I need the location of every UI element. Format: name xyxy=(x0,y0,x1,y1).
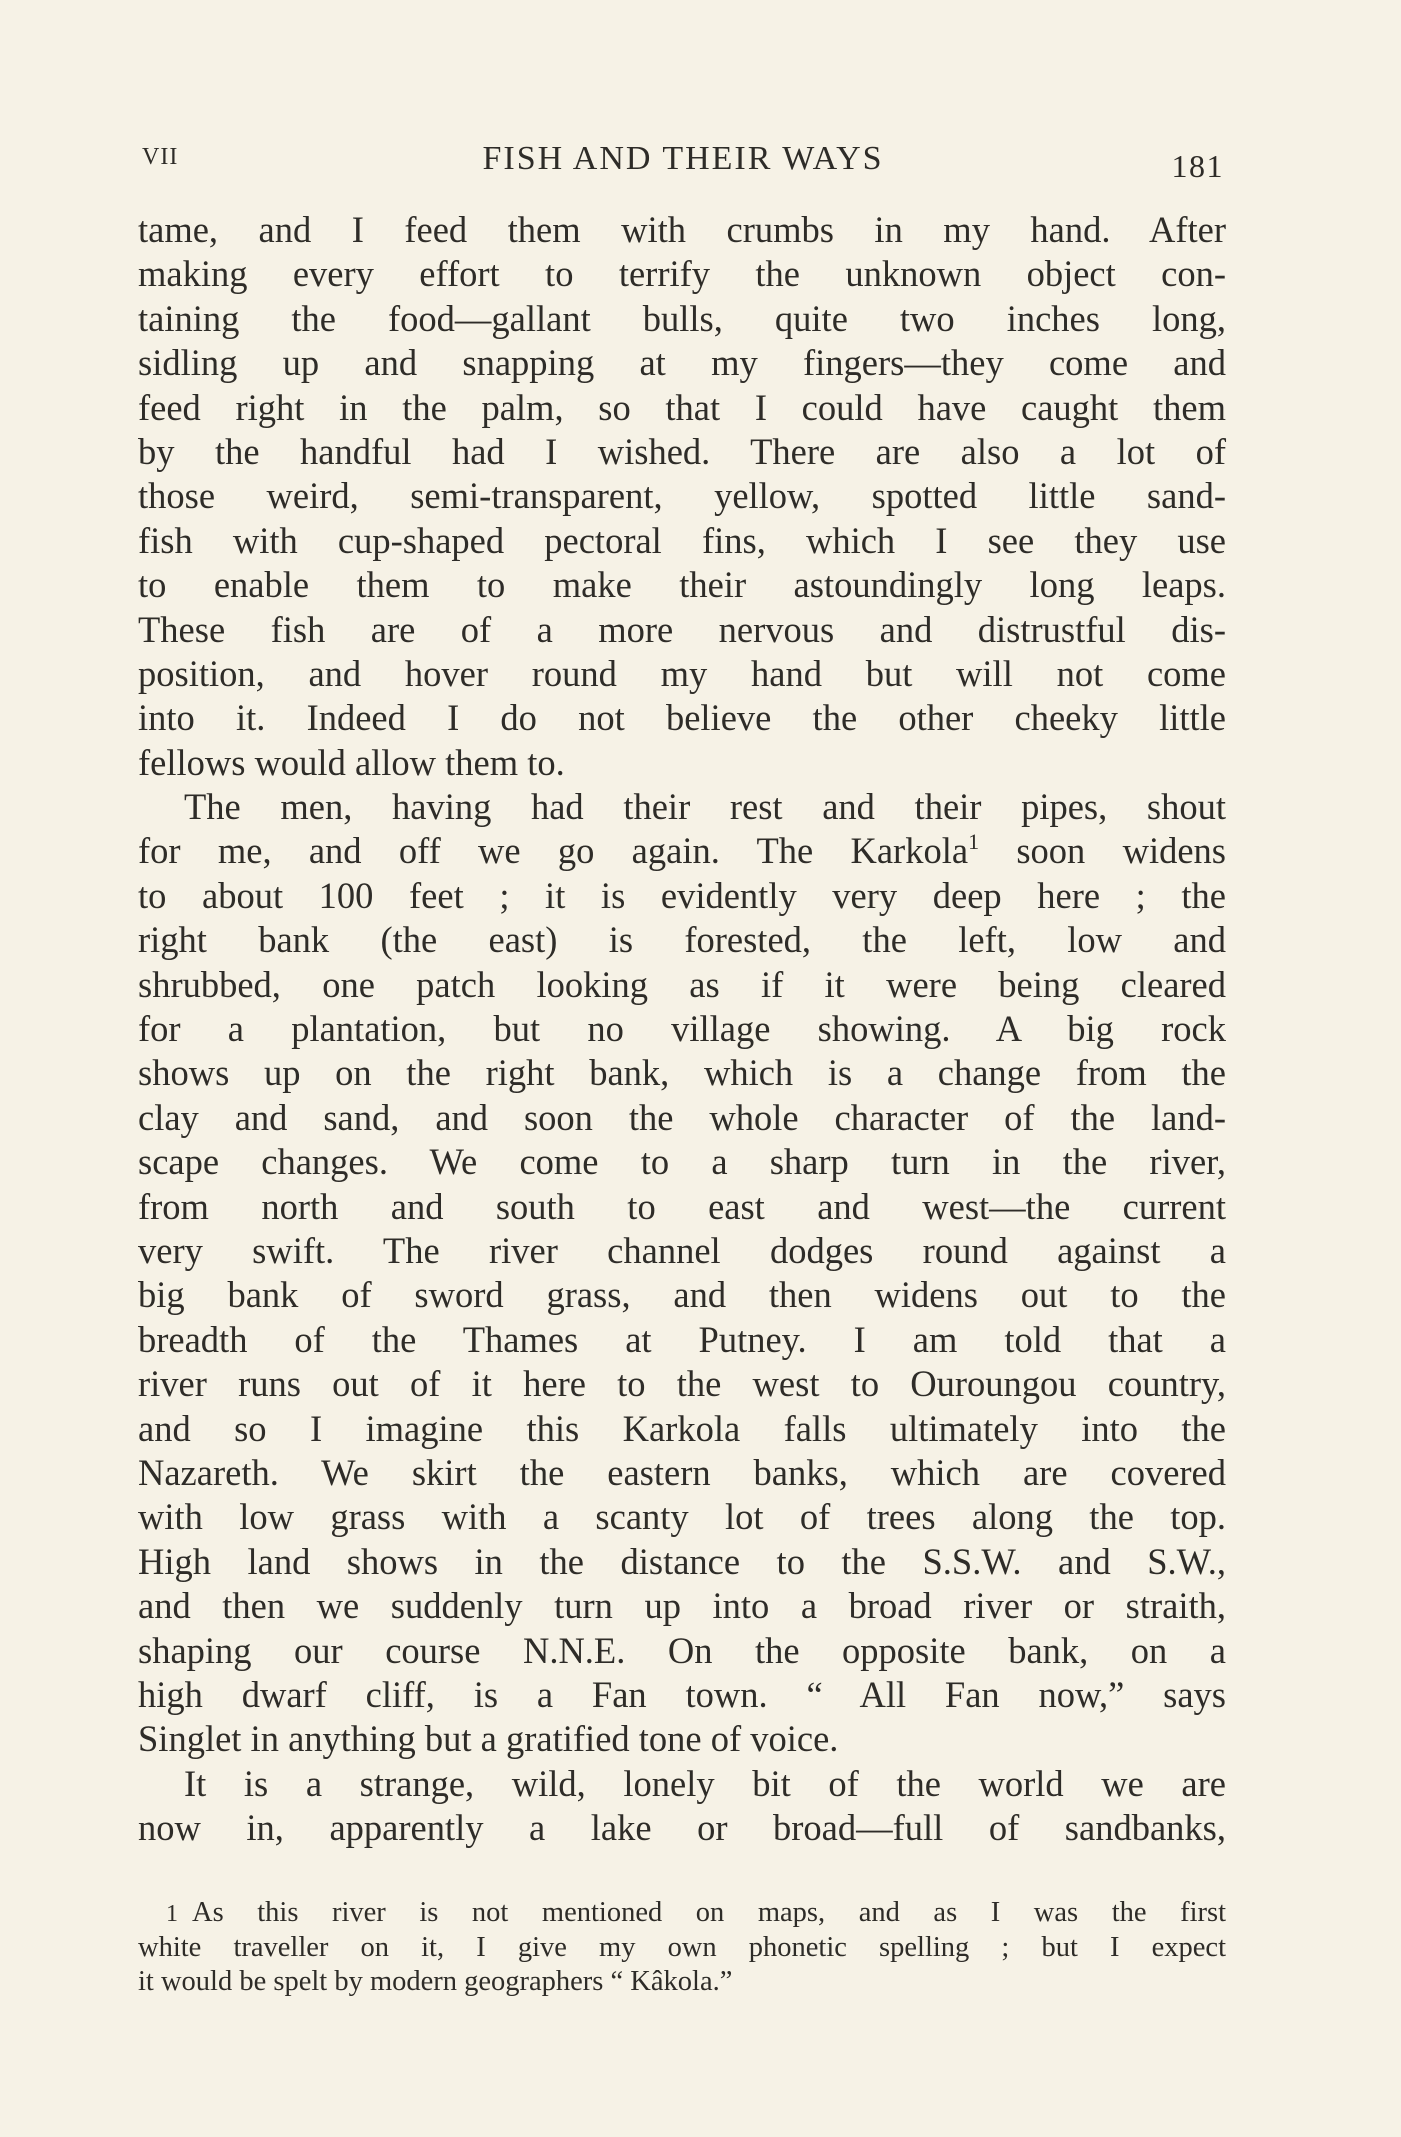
text-line: for a plantation, but no village showing. A big rock xyxy=(138,1008,1226,1050)
text-line: by the handful had I wished. There are also a lot of xyxy=(138,430,1226,472)
chapter-number: VII xyxy=(142,144,179,170)
text-line: fish with cup-shaped pectoral fins, which I see they use xyxy=(138,519,1226,561)
footnote-text: As this river is not mentioned on maps, and as I was the first xyxy=(192,1897,1226,1928)
footnote-reference[interactable]: 1 xyxy=(968,829,980,855)
text-line: river runs out of it here to the west to Ouroungou country, xyxy=(138,1363,1226,1405)
text-line: It is a strange, wild, lonely bit of the world we are xyxy=(184,1762,1226,1804)
footnote-line: white traveller on it, I give my own phonetic spelling ; but I expect xyxy=(138,1931,1226,1963)
text-line: now in, apparently a lake or broad—full of sandbanks, xyxy=(138,1807,1226,1849)
text-line: scape changes. We come to a sharp turn in the river, xyxy=(138,1141,1226,1183)
text-line: high dwarf cliff, is a Fan town. “ All Fan now,” says xyxy=(138,1673,1226,1715)
footnote-line xyxy=(138,1896,1226,1931)
text-line: feed right in the palm, so that I could have caught them xyxy=(138,386,1226,428)
text-line: with low grass with a scanty lot of trees along the top. xyxy=(138,1496,1226,1538)
text-line: to about 100 feet ; it is evidently very deep here ; the xyxy=(138,874,1226,916)
text-line: to enable them to make their astoundingly long leaps. xyxy=(138,564,1226,606)
text-line: sidling up and snapping at my fingers—they come and xyxy=(138,342,1226,384)
text-line: Singlet in anything but a gratified tone of voice. xyxy=(138,1718,839,1760)
text-line: Nazareth. We skirt the eastern banks, which are covered xyxy=(138,1451,1226,1493)
text-fragment: soon widens xyxy=(979,830,1226,872)
text-line: These fish are of a more nervous and distrustful dis- xyxy=(138,608,1226,650)
text-line: clay and sand, and soon the whole character of the land- xyxy=(138,1096,1226,1138)
text-line: and then we suddenly turn up into a broad river or straith, xyxy=(138,1585,1226,1627)
text-line: position, and hover round my hand but will not come xyxy=(138,652,1226,694)
text-line: big bank of sword grass, and then widens out to the xyxy=(138,1274,1226,1316)
running-title: FISH AND THEIR WAYS xyxy=(482,140,884,177)
text-line: breadth of the Thames at Putney. I am told that a xyxy=(138,1318,1226,1360)
text-line: shrubbed, one patch looking as if it were being cleared xyxy=(138,963,1226,1005)
text-line: and so I imagine this Karkola falls ultimately into the xyxy=(138,1407,1226,1449)
body-text xyxy=(138,208,1226,1850)
text-line: right bank (the east) is forested, the left, low and xyxy=(138,919,1226,961)
footnote xyxy=(138,1896,1226,2000)
footnote-line: it would be spelt by modern geographers “ Kâkola.” xyxy=(138,1966,733,1997)
text-line: The men, having had their rest and their pipes, shout xyxy=(184,786,1226,828)
text-line: from north and south to east and west—the current xyxy=(138,1185,1226,1227)
text-line: making every effort to terrify the unknown object con- xyxy=(138,253,1226,295)
text-line: tame, and I feed them with crumbs in my hand. After xyxy=(138,209,1226,250)
text-line: taining the food—gallant bulls, quite two inches long, xyxy=(138,297,1226,339)
text-line: very swift. The river channel dodges round against a xyxy=(138,1229,1226,1271)
text-line: shaping our course N.N.E. On the opposite bank, on a xyxy=(138,1629,1226,1671)
text-line-with-footnote-ref xyxy=(138,829,1226,873)
footnote-mark: 1 xyxy=(166,1901,178,1927)
text-line: into it. Indeed I do not believe the other cheeky little xyxy=(138,697,1226,739)
text-fragment: for me, and off we go again. The Karkola xyxy=(138,830,969,872)
text-line: High land shows in the distance to the S.S.W. and S.W., xyxy=(138,1540,1226,1582)
running-header xyxy=(142,140,1224,186)
text-line: those weird, semi-transparent, yellow, spotted little sand- xyxy=(138,475,1226,517)
text-line: shows up on the right bank, which is a change from the xyxy=(138,1052,1226,1094)
page-number: 181 xyxy=(1171,148,1224,184)
text-line: fellows would allow them to. xyxy=(138,741,565,783)
